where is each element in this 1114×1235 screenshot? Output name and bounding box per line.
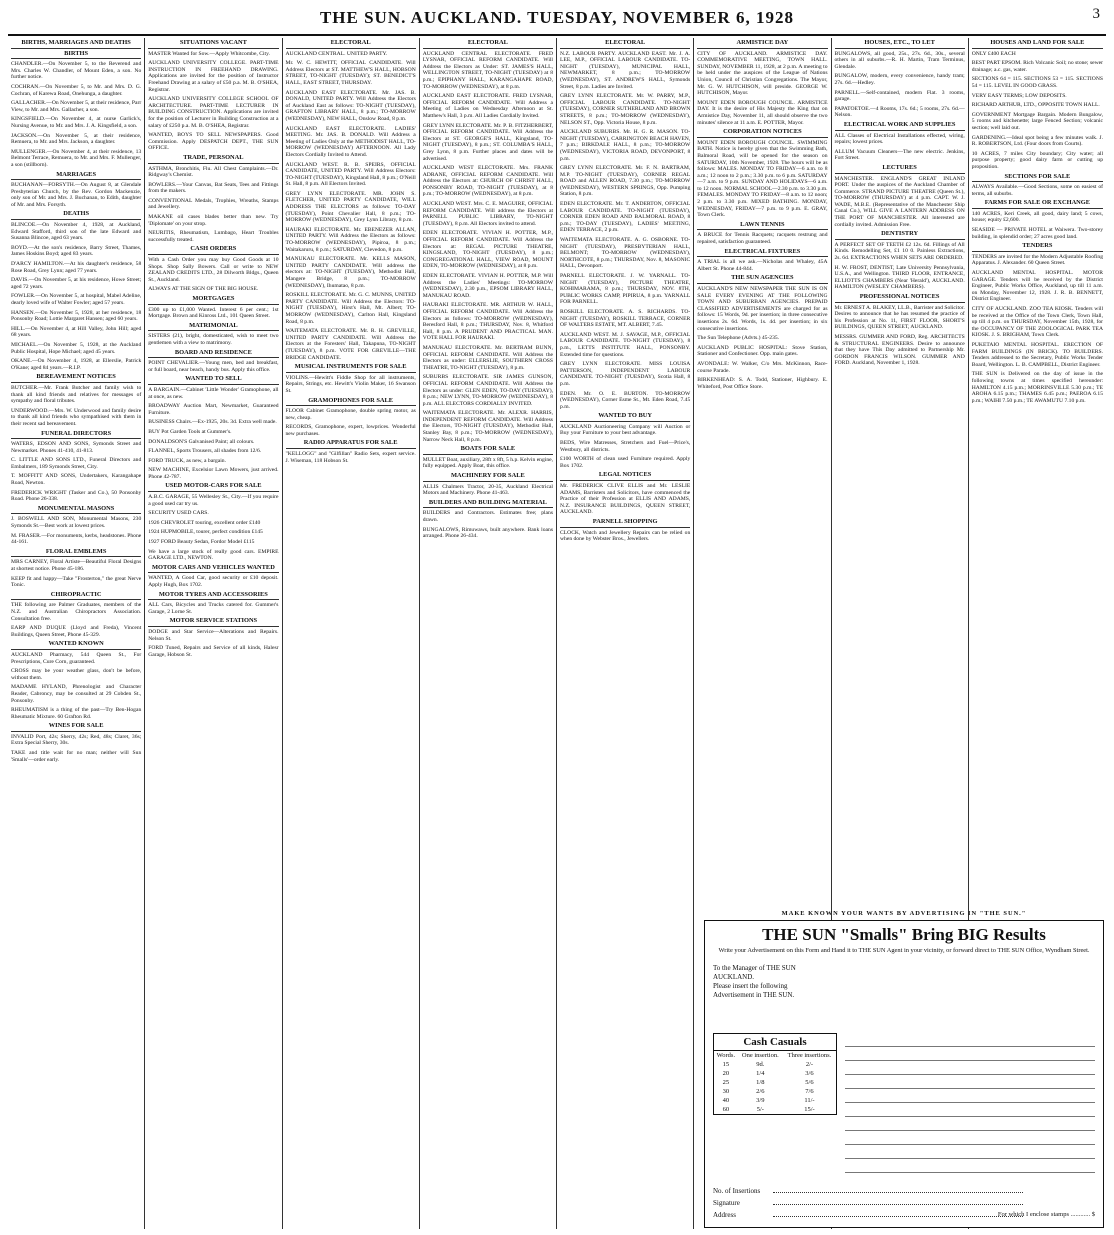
- classified-item: AUCKLAND WEST. R. B. SPEIRS, OFFICIAL CANDIDATE, UNITED PARTY. Will Address Electors: TO-NIGHT (TUESDAY), Kingsland Hall, 8 p.m.; O'Neill St. Hall, 8 p.m. All Electors Invited.: [285, 161, 416, 188]
- column-2: [145, 38, 282, 1229]
- address-label: Address: [713, 1211, 736, 1219]
- classified-item: PAPATOETOE.—4 Rooms, 17s. 6d.; 5 rooms, 27s. 6d.—Nelson.: [834, 105, 965, 119]
- classified-item: GREY LYNN ELECTORATE. MR. JOHN S. FLETCHER, UNITED PARTY CANDIDATE, WILL ADDRESS THE ELECTORS as follows: TO-DAY (TUESDAY), Point Chevalier Hall, 8 p.m.; TO-MORROW (WEDNESDAY), Grey Lynn Library, 8 p.m.: [285, 190, 416, 224]
- classified-item: CROSS may be your weather glass, don't be before, without them.: [11, 668, 142, 681]
- classified-item: MOUNT EDEN BOROUGH COUNCIL. ARMISTICE DAY. It is the desire of His Majesty the King that on Armistice Day, November 11, all should observe the two minutes' silence at 11 a.m. E. POTTER, Mayor.: [697, 99, 828, 126]
- classified-item: INVALID Port, 42s; Sherry, 42s; Red, 48s; Claret, 36s; Extra Special Sherry, 30s.: [11, 733, 142, 747]
- classified-item: DONALDSON'S Galvanised Paint; all colours.: [148, 438, 255, 445]
- classified-item: Mr. FREDERICK CLIVE ELLIS and Mr. LESLIE ADAMS, Barristers and Solicitors, have commenced the Practice of their Profession at ELLIS AND ADAMS, N.Z. INSURANCE BUILDINGS, QUEEN STREET, AUCKLAND.: [560, 483, 691, 516]
- section-heading: MOTOR SERVICE STATIONS: [148, 618, 278, 627]
- section-heading: TENDERS: [972, 243, 1103, 252]
- classified-item: SECURITY USED CARS.: [148, 510, 209, 517]
- classified-item: BOYD.—At the son's residence, Barry Street, Thames, James Hoskins Boyd; aged 83 years.: [11, 244, 142, 258]
- rates-cell: 5/-: [756, 1106, 764, 1113]
- to-line: Please insert the following: [713, 982, 788, 990]
- classified-item: SEASIDE — PRIVATE HOTEL at Waiwera. Two-storey building, in splendid order; 27 acres good land.: [971, 227, 1103, 240]
- classified-item: MOUNT EDEN BOROUGH COUNCIL. SWIMMING BATH. Notice is hereby given that the Swimming Bath, Balmoral Road, will be opened for the season on SATURDAY, 10th November, 1928. The hours will be as follows: MALES. MONDAY TO FRIDAY—6 a.m. to 8 a.m.; 12 noon to 2 p.m.; 3.30 p.m. to 6 p.m. SATURDAY—7 a.m. to 9 p.m. SUNDAY AND HOLIDAYS—6 a.m. to 12 noon. NORMAL SCHOOL—2.30 p.m. to 3.30 p.m. FEMALES. MONDAY TO FRIDAY—8 a.m. to 12 noon; 2 p.m. to 3.30 p.m. MIXED BATHING. MONDAY, WEDNESDAY, FRIDAY—7 p.m. to 9 p.m. E. GRAY, Town Clerk.: [697, 139, 828, 219]
- classified-item: 1927 FORD Beauty Sedan, Fordor Model £115: [148, 539, 255, 546]
- smalls-banner: MAKE KNOWN YOUR WANTS BY ADVERTISING IN "THE SUN.": [781, 910, 1027, 917]
- classified-item: VIOLINS.—Hewitt's Fiddle Shop for all instruments, Repairs, Strings, etc. Hewitt's Violin Maker, 16 Swanson St.: [285, 374, 416, 394]
- classified-item: POINT CHEVALIER.—Young men, bed and breakfast, or full board, near beach, handy bus. Apply this office.: [148, 360, 279, 373]
- classified-item: EDEN ELECTORATE. Mr. T. ANDERTON, OFFICIAL LABOUR CANDIDATE. TO-NIGHT (TUESDAY), CORNER EDEN ROAD AND BALMORAL ROAD, 8 p.m.; TO-DAY (TUESDAY), LADIES' MEETING, EDEN TERRACE, 2 p.m.: [560, 201, 691, 234]
- classified-item: ALL Classes of Electrical Installations effected, wiring, repairs; lowest prices.: [834, 132, 965, 146]
- address-field[interactable]: [773, 1216, 1023, 1217]
- page-number: 3: [1092, 6, 1100, 22]
- classified-item: MANCHESTER. ENGLAND'S GREAT INLAND PORT. Under the auspices of the Auckland Chamber of Commerce. STRAND PICTURE THEATRE (Queen St.), TO-MORROW (THURSDAY) at 4 p.m. CAPT. W. J. WADE, M.B.E. (Representative of the Manchester Ship Canal Co.), WILL GIVE A LANTERN ADDRESS ON THE PORT OF MANCHESTER. All interested are cordially invited. Admission Free.: [834, 175, 965, 228]
- section-heading: THE SUN AGENCIES: [697, 275, 827, 284]
- section-heading: WANTED KNOWN: [11, 641, 141, 650]
- rates-row: [714, 1060, 836, 1069]
- classified-item: GREY LYNN ELECTORATE. Mr. F. N. BARTRAM, M.P. TO-NIGHT (TUESDAY), CORNER REGAL ROAD and ALLEN ROAD, 7.30 p.m.; TO-MORROW (WEDNESDAY), WESTERN SPRINGS, Opp. Pumping Station, 8 p.m.: [560, 165, 691, 198]
- classified-item: NEURITIS, Rheumatism, Lumbago, Heart Troubles successfully treated.: [148, 230, 279, 243]
- classified-item: MRS CARNEY, Floral Artiste—Beautiful Floral Designs at shortest notice. Phone 45-186.: [11, 559, 142, 572]
- classified-item: We have a large stock of really good cars. EMPIRE GARAGE LTD., NEWTON.: [148, 548, 279, 562]
- rates-cell: 1/4: [756, 1070, 765, 1077]
- section-heading: MOTOR TYRES AND ACCESSORIES: [148, 592, 278, 601]
- rates-row: [714, 1069, 836, 1078]
- classified-item: Mr. ERNEST A. BLAKEY, LL.B., Barrister and Solicitor. Desires to announce that he has resumed the practice of his Profession at No. 11, FIRST FLOOR, SHORT'S BUILDINGS, QUEEN STREET, AUCKLAND.: [834, 304, 965, 331]
- classified-item: A BARGAIN.—Cabinet 'Little Wonder' Gramophone, all at once, as new.: [148, 386, 279, 400]
- classified-item: DODGE and Star Service—Alterations and Repairs. Nelson St.: [148, 628, 279, 642]
- classified-item: AUCKLAND SUBURBS. Mr. H. G. R. MASON. TO-NIGHT (TUESDAY), CARRINGTON BEACH HAVEN, 7 p.m.; BIRKDALE HALL, 8 p.m.; TO-MORROW (WEDNESDAY), VICTORIA ROAD, DEVONPORT, 8 p.m.: [560, 129, 691, 162]
- section-heading: LECTURES: [835, 165, 965, 174]
- classified-item: AUCKLAND EAST ELECTORATE. FRED LYSNAR, OFFICIAL REFORM CANDIDATE. Will Address a Meeting of Ladies on Wednesday Afternoon at St. Matthew's Hall, 3 p.m. All Ladies Cordially Invited.: [422, 93, 553, 119]
- classified-item: ASTHMA, Bronchitis, Flu. All Chest Complaints.—Dr. Ridgway's Chemist.: [148, 165, 279, 179]
- classified-item: SUBURBS ELECTORATE. SIR JAMES GUNSON, OFFICIAL REFORM CANDIDATE. Will Address the Electors as under: GLEN EDEN, TO-DAY (TUESDAY), 8 p.m.; NEW LYNN, TO-MORROW (WEDNESDAY), 8 p.m. ALL ELECTORS CORDIALLY INVITED.: [422, 374, 553, 407]
- classified-item: A.B.C. GARAGE, 55 Wellesley St., City.—If you require a good used car try us.: [148, 494, 279, 507]
- classified-item: EARP AND DUQUE (Lloyd and Freda), Vincent Buildings, Queen Street, Phone 45-329.: [11, 625, 142, 638]
- section-heading: BIRTHS: [11, 51, 141, 60]
- section-heading: ELECTRICAL WORK AND SUPPLIES: [835, 122, 965, 131]
- signature-label: Signature: [713, 1199, 740, 1207]
- section-heading: SECTIONS FOR SALE: [972, 174, 1103, 183]
- classified-item: MICHAEL.—On November 5, 1928, at the Auckland Public Hospital, Hope Michael; aged 45 years.: [11, 341, 142, 355]
- rates-cell: 30: [722, 1088, 730, 1095]
- classified-item: FORD TRUCK, as new, a bargain.: [148, 457, 226, 464]
- classified-item: ALWAYS AT THE SIGN OF THE BIG HOUSE.: [148, 286, 259, 293]
- section-heading: MACHINERY FOR SALE: [423, 473, 553, 482]
- classified-item: CLOCK, Watch and Jewellery Repairs can be relied on when done by Webster Bros., Jewellers.: [560, 529, 691, 543]
- column-5: [557, 38, 694, 1229]
- classified-item: T. MOFFITT AND SONS, Undertakers, Karangahape Road, Newton.: [11, 473, 142, 487]
- classified-item: A TRIAL is all we ask.—Nicholas and Whaley, 45A Albert St. Phone 44-844.: [697, 259, 828, 272]
- classified-item: AUCKLAND CENTRAL. UNITED PARTY.: [285, 50, 388, 57]
- smalls-form: [704, 920, 1104, 1228]
- classified-item: BUNGALOW, modern, every convenience, handy tram; 27s. 6d.—Hedley.: [834, 73, 965, 86]
- cash-casuals-box: [713, 1033, 837, 1115]
- section-heading: MUSICAL INSTRUMENTS FOR SALE: [286, 364, 416, 373]
- section-heading: ELECTORAL: [560, 40, 690, 49]
- classified-item: FREDERICK WRIGHT (Tasker and Co.), 50 Ponsonby Road. Phone 26-338.: [11, 489, 142, 503]
- rates-cell: 1/8: [756, 1079, 765, 1086]
- to-line: AUCKLAND.: [713, 973, 755, 981]
- section-heading: PROFESSIONAL NOTICES: [835, 294, 965, 303]
- classified-item: COCHRAN.—On November 5, to Mr. and Mrs. D. G. Cochran, of Karewa Road, Onehunga, a daughter.: [11, 83, 142, 97]
- insertions-label: No. of Insertions: [713, 1187, 761, 1195]
- classified-item: "KELLOGG" and "Gilfillan" Radio Sets, expert service. J. Wiseman, 118 Hobson St.: [285, 451, 416, 464]
- section-heading: HOUSES AND LAND FOR SALE: [972, 40, 1103, 49]
- section-heading: BIRTHS, MARRIAGES AND DEATHS: [11, 40, 141, 49]
- classified-item: DAVIS.—On November 5, at his residence, Howe Street; aged 72 years.: [11, 277, 142, 290]
- classified-item: GALLACHER.—On November 5, at their residence, Parr View, to Mr. and Mrs. Gallacher, a son.: [11, 100, 142, 113]
- classified-item: NEW MACHINE, Excelsior Lawn Mowers, just arrived. Phone 42-787.: [148, 467, 279, 480]
- section-heading: FUNERAL DIRECTORS: [11, 431, 141, 440]
- classified-item: Mr. W. C. HEWITT, OFFICIAL CANDIDATE. Will Address Electors at ST. MATTHEW'S HALL, HOBSON STREET, TO-NIGHT (TUESDAY); ST. BENEDICT'S HALL, EAST STREET, THURSDAY.: [285, 60, 416, 86]
- classified-item: BROADWAY Auction Mart, Newmarket, Guaranteed Furniture.: [148, 403, 279, 416]
- signature-field[interactable]: [773, 1204, 1023, 1205]
- masthead: [0, 0, 1114, 34]
- classified-item: BUCHANAN—FORSYTH.—On August 8, at Glendale Presbyterian Church, by the Rev. Gordon Mackenzie, only son of Mr. and Mrs. J. Buchanan, to Edith, daughter of Mr. and Mrs. Forsyth.: [11, 182, 142, 208]
- classified-item: BEDS, Wire Matresses, Stretchers and Fuel—Price's, Westbury, all districts.: [560, 440, 691, 453]
- rates-header: Three insertions.: [787, 1052, 832, 1059]
- classified-item: 1926 CHEVROLET touring, excellent order £140: [148, 519, 261, 526]
- classified-item: AUCKLAND WEST. M. J. SAVAGE, M.P., OFFICIAL LABOUR CANDIDATE. TO-NIGHT (TUESDAY), 8 p.m., LETTS INSTITUTE HALL, PONSONBY. Extended time for questions.: [560, 331, 691, 358]
- classified-item: GREY LYNN ELECTORATE. Mr. W. PARRY, M.P., OFFICIAL LABOUR CANDIDATE. TO-NIGHT (TUESDAY), CORNER SUTHERLAND AND BROWN STREETS, 8 p.m.; TO-MORROW (WEDNESDAY), NELSON ST., Opp. Victoria House, 8 p.m.: [560, 93, 691, 126]
- rates-cell: 5/6: [805, 1079, 814, 1086]
- classified-item: N.Z. LABOUR PARTY. AUCKLAND EAST. Mr. J. A. LEE, M.P., OFFICIAL LABOUR CANDIDATE. TO-NIGHT (TUESDAY), MUNICIPAL HALL, NEWMARKET, 8 p.m.; TO-MORROW (WEDNESDAY), ST. ANDREW'S HALL, Symonds Street, 8 p.m. Ladies are Invited.: [560, 50, 691, 90]
- to-line: Advertisement in THE SUN.: [713, 991, 795, 999]
- section-heading: GRAMOPHONES FOR SALE: [286, 398, 416, 407]
- classified-item: TAKE and title wait for no man; neither will Sun 'Smalls'—order early.: [11, 750, 142, 763]
- classified-item: FLOOR Cabinet Gramophone, double spring motor, as new, cheap.: [285, 408, 416, 421]
- classified-item: MASTER Wanted for Sow.—Apply Whitcombe, City.: [148, 50, 270, 57]
- form-footer: [713, 1185, 1095, 1221]
- rates-cell: 7/6: [805, 1088, 814, 1095]
- section-heading: ELECTRICAL FIXTURES: [697, 249, 827, 258]
- classified-item: HILL.—On November 4, at Hill Valley, John Hill; aged 68 years.: [11, 325, 142, 339]
- section-heading: WANTED TO SELL: [148, 376, 278, 385]
- classified-item: With a Cash Order you may buy Good Goods at 10 Shops. Shop Sally Bowers. Call or write to NEW ZEALAND CREDITS LTD., 28 Dilworth Bldgs., Queen St., Auckland.: [148, 257, 279, 283]
- classified-item: MULLENGER.—On November 4, at their residence, 13 Belmont Terrace, Remuera, to Mr. and Mrs. F. Mullenger, a son (stillborn).: [11, 148, 142, 168]
- classified-item: UNDERWOOD.—Mrs. W. Underwood and family desire to thank all kind friends who sympathised with them in their recent sad bereavement.: [11, 407, 142, 427]
- classified-item: GREY LYNN ELECTORATE. Mr. P. B. FITZHERBERT, OFFICIAL REFORM CANDIDATE. Will Address the Electors at ST. GEORGE'S HALL, Kingsland, TO-NIGHT (TUESDAY), 8 p.m.; ST. COLUMBA'S HALL, Grey Lynn, 8 p.m. Further places and dates will be advertised.: [422, 122, 553, 162]
- rates-header: One insertion.: [741, 1052, 779, 1059]
- section-heading: DENTISTRY: [835, 231, 965, 240]
- rates-cell: 15/-: [804, 1106, 815, 1113]
- section-heading: FLORAL EMBLEMS: [11, 549, 141, 558]
- rates-cell: 3/9: [756, 1097, 765, 1104]
- classified-item: EDEN. Mr. O. E. BURTON. TO-MORROW (WEDNESDAY), Corner Esme St., Mt. Eden Road, 7.45 p.m.: [560, 390, 691, 410]
- rates-cell: 2/6: [756, 1088, 765, 1095]
- column-1: [8, 38, 145, 1229]
- section-heading: LEGAL NOTICES: [560, 472, 690, 481]
- classified-item: GREY LYNN ELECTORATE. MISS LOUISA PATTERSON, INDEPENDENT LABOUR CANDIDATE. TO-NIGHT (TUESDAY), Scotia Hall, 8 p.m.: [560, 361, 691, 387]
- rates-cell: 15: [722, 1061, 730, 1068]
- classified-item: MADAME HYLAND, Phrenologist and Character Reader, Cabroncy, may be consulted at 29 Cobden St., Ponsonby.: [11, 684, 142, 704]
- section-heading: DEATHS: [11, 211, 141, 220]
- classified-item: AUCKLAND PUBLIC HOSPITAL: Stove Station, Stationer and Confectioner. Opp. main gates.: [697, 344, 828, 358]
- rates-cell: 40: [722, 1097, 730, 1104]
- section-heading: RADIO APPARATUS FOR SALE: [286, 440, 416, 449]
- classified-item: KEEP fit and happy—Take "Frosterton," the great Nerve Tonic.: [11, 575, 142, 589]
- section-heading: BOARD AND RESIDENCE: [148, 350, 278, 359]
- classified-item: ROSKILL ELECTORATE. Mr. G. C. MUNNS, UNITED PARTY CANDIDATE. Will Address the Electors: TO-NIGHT (TUESDAY), Hirst's Hall, Mt. Albert; TO-MORROW (WEDNESDAY), Carlton Hall, Kingsland Road, 8 p.m.: [285, 292, 416, 325]
- classified-item: MULLET Boat, auxiliary, 28ft x 8ft, 5 h.p. Kelvin engine, fully equipped. Apply Boat, this office.: [422, 456, 553, 470]
- classified-item: CITY OF AUCKLAND. ZOO TEA KIOSK. Tenders will be received at the Office of the Town Clerk, Town Hall, up till 4 p.m. on THURSDAY, November 15th, 1928, for the OCCUPANCY OF THE ZOOLOGICAL PARK TEA KIOSK. J. S. BRIGHAM, Town Clerk.: [971, 306, 1103, 339]
- section-heading: TRADE, PERSONAL: [148, 155, 278, 164]
- classified-item: CHANDLER.—On November 5, to the Reverend and Mrs. Charles W. Chandler, of Mount Eden, a son. No further notice.: [11, 61, 142, 81]
- classified-item: The Sun Telephone (Advts.) 45-235.: [697, 335, 780, 342]
- section-heading: BUILDERS AND BUILDING MATERIAL: [423, 500, 553, 509]
- classified-item: D'ARCY HAMILTON.—At his daughter's residence, 58 Rose Road, Grey Lynn; aged 77 years.: [11, 261, 142, 274]
- column-3: [283, 38, 420, 1229]
- section-heading: HOUSES, ETC., TO LET: [835, 40, 965, 49]
- section-heading: MATRIMONIAL: [148, 323, 278, 332]
- classified-item: BUILDERS and Contractors. Estimates free; plans drawn.: [422, 510, 553, 523]
- classified-item: HAURAKI ELECTORATE. Mr. EBENEZER ALLAN, UNITED PARTY. Will Address the Electors as follows: TO-MORROW (WEDNESDAY), Pipiroa, 8 p.m.; Waitakaruru, 8 p.m.; SATURDAY, Clevedon, 8 p.m.: [285, 226, 416, 253]
- classified-item: AUCKLAND Auctioneering Company will Auction or Buy your Furniture to your best advantage.: [560, 423, 691, 437]
- classified-item: AVONDALE: W. Walker, C/o Mrs. McKinnon, Race-course Parade.: [697, 360, 828, 374]
- rates-row: [714, 1096, 836, 1105]
- classified-item: ALLUM Vacuum Cleaners—The new electric. Jenkins, Fort Street.: [834, 148, 965, 162]
- classified-item: SECTIONS 64 = 115. SECTIONS 53 = 115. SECTIONS 54 = 115. LEVEL IN GOOD GRASS.: [971, 76, 1103, 89]
- classified-item: PUKETAIO MENTAL HOSPITAL. ERECTION OF FARM BUILDINGS (IN BRICK). TO BUILDERS. Tenders addressed to the Secretary, Public Works Tender Board, Wellington. L. B. CAMPBELL, District Engineer.: [971, 341, 1103, 368]
- classified-item: C. LITTLE AND SONS LTD., Funeral Directors and Embalmers, 189 Symonds Street, City.: [11, 457, 142, 470]
- classified-item: JACKSON.—On November 5, at their residence, Remuera, to Mr. and Mrs. Jackson, a daughter.: [11, 132, 142, 146]
- classified-item: ALLIS Chalmers Tractor, 20-35, Auckland Electrical Motors and Machinery. Phone 41-463.: [422, 483, 553, 497]
- classified-item: AUCKLAND WEST. Mrs. C. E. MAGUIRE, OFFICIAL REFORM CANDIDATE. Will address the Electors at PARNELL PUBLIC LIBRARY, TO-NIGHT (TUESDAY), 8 p.m. All Electors invited to attend.: [422, 201, 553, 227]
- rates-cell: 25: [722, 1079, 730, 1086]
- classified-item: 10 ACRES, 7 miles City boundary; City water; all purpose property; good dairy farm or cutting up proposition.: [971, 150, 1103, 170]
- classified-item: BOWLERS.—Your Canvas, Bat Seats, Tees and Fittings from the makers.: [148, 181, 279, 195]
- rates-cell: 20: [722, 1070, 730, 1077]
- section-heading: ELECTORAL: [286, 40, 416, 49]
- classified-item: EDEN ELECTORATE. VIVIAN H. POTTER, M.P., OFFICIAL REFORM CANDIDATE. Will Address the Electors at: REGAL PICTURE THEATRE, KINGSLAND, TO-NIGHT (TUESDAY), 8 p.m.; CONGREGATIONAL HALL, VIEW ROAD, MOUNT EDEN, TO-MORROW (WEDNESDAY), at 8 p.m.: [422, 230, 553, 270]
- section-heading: MARRIAGES: [11, 172, 141, 181]
- section-heading: WANTED TO BUY: [560, 413, 690, 422]
- classified-item: THE following are Palmer Graduates, members of the N.Z. and Australian Chiropractors Association. Consultation free.: [11, 602, 142, 622]
- section-heading: BOATS FOR SALE: [423, 446, 553, 455]
- rates-row: [714, 1105, 836, 1114]
- classified-item: ALWAYS Available.—Good Sections, some on easiest of terms, all suburbs.: [971, 184, 1103, 197]
- classified-item: RECORDS, Gramophone, expert, lowprices. Wonderful new purchases.: [285, 424, 416, 437]
- classified-item: FLANNEL, Sports Trousers, all shades from 12/6.: [148, 448, 262, 455]
- classified-item: PARNELL.—Self-contained, modern Flat. 3 rooms, garage.: [834, 89, 965, 103]
- insertions-field[interactable]: [773, 1192, 1023, 1193]
- classified-item: OKANE.—On November 4, 1928, at Ellerslie, Patrick O'Kane; aged 84 years.—R.I.P.: [11, 358, 142, 371]
- section-heading: FARMS FOR SALE OR EXCHANGE: [972, 200, 1103, 209]
- classified-item: WANTED, A Good Car, good security or £10 deposit. Apply Hugh, Box 1702.: [148, 575, 279, 588]
- classified-item: WATERS, EDSON AND SONS, Symonds Street and Newmarket. Phones 41-410, 41-813.: [11, 441, 142, 454]
- classified-item: GOVERNMENT Mortgage Bargain. Modern Bungalow, 5 rooms and kitchenette; large Fenced Section; volcanic section; well laid out.: [971, 111, 1103, 131]
- classified-item: SISTERS (21), bright, domesticated, wish to meet two gentlemen with a view to matrimony.: [148, 333, 279, 346]
- classified-item: BLINCOE.—On November 4, 1928, at Auckland, Edward Stafford, third son of the late Edward and Susanna Blincoe, aged 63 years.: [11, 222, 142, 242]
- classified-item: WAITEMATA ELECTORATE. Mr. ALEXR. HARRIS, INDEPENDENT REFORM CANDIDATE. Will Address the Electors, TO-NIGHT (TUESDAY), Methodist Hall, Stanley Bay, 8 p.m.; TO-MORROW (WEDNESDAY), Narrow Neck Hall, 8 p.m.: [422, 410, 553, 443]
- section-heading: MORTGAGES: [148, 296, 278, 305]
- rates-row: [714, 1087, 836, 1096]
- classified-item: H. W. FROST, DENTIST, Late University Pennsylvania, U.S.A., and Wellington. THIRD FLOOR, ENTRANCE, ELLIOTTS CHAMBERS (Near 'Herald'), AUCKLAND. HAMILTON (WESLEY CHAMBERS).: [834, 264, 965, 291]
- section-heading: SITUATIONS VACANT: [148, 40, 278, 49]
- classified-item: ALL Cars, Bicycles and Trucks catered for. Gummer's Garage, 2 Lorne St.: [148, 602, 279, 615]
- classified-item: FOWLER.—On November 5, at hospital, Mabel Adeline, dearly loved wife of Walter Fowler; aged 57 years.: [11, 293, 142, 306]
- classified-item: MAKANE oil cases blades better than new. Try 'Diplomate' on your strop.: [148, 214, 279, 227]
- classified-item: EDEN ELECTORATE. VIVIAN H. POTTER, M.P. Will Address the Ladies' Meetings: TO-MORROW (WEDNESDAY), 2.30 p.m., EPSOM LIBRARY HALL, MANUKAU ROAD.: [422, 273, 553, 299]
- section-heading: ELECTORAL: [423, 40, 553, 49]
- classified-item: BUTCHER.—Mr. Frank Butcher and family wish to thank all kind friends and relatives for messages of sympathy and floral tributes.: [11, 384, 142, 405]
- classified-item: AUCKLAND UNIVERSITY COLLEGE SCHOOL OF ARCHITECTURE. PART-TIME LECTURER IN BUILDING CONSTRUCTION. Applications are invited for the position of Lecturer in Building Construction at a salary of £250 p.a. M. B. O'SHEA, Registrar.: [148, 96, 279, 129]
- section-heading: MOTOR CARS AND VEHICLES WANTED: [148, 565, 278, 574]
- classified-item: J. BOSWELL AND SON, Monumental Masons, 230 Symonds St.—Best work at lowest prices.: [11, 516, 142, 530]
- classified-item: THE SUN is Delivered on the day of issue in the following towns at times specified hereunder: HAMILTON 4.15 p.m.; MORRINSVILLE 5.30 p.m.; TE AROHA 6.15 p.m.; THAMES 6.45 p.m.; PAEROA 6.15 p.m.; WAIHI 7.50 p.m.; TE AWAMUTU 7.10 p.m.: [971, 371, 1103, 404]
- classified-item: BEST PART EPSOM. Rich Volcanic Soil; no stone; sewer drainage; a.c. gas, water.: [971, 60, 1103, 73]
- classified-item: VERY EASY TERMS; LOW DEPOSITS.: [971, 92, 1067, 99]
- classified-item: AUCKLAND CENTRAL ELECTORATE. FRED LYSNAR, OFFICIAL REFORM CANDIDATE. Will Address the Electors as Under: ST. JAMES'S HALL, WELLINGTON STREET, TO-NIGHT (TUESDAY) at 8 p.m.; EPIPHANY HALL, KARANGAHAPE ROAD, TO-MORROW (WEDNESDAY), at 8 p.m.: [422, 50, 553, 90]
- enclose-note: For which I enclose stamps ............ $: [997, 1211, 1095, 1218]
- rates-cell: 2/-: [805, 1061, 814, 1068]
- classified-item: KINGSFIELD.—On November 4, at nurse Garlick's, Nursing Avenue, to Mr. and Mrs. J. A. Kingsfield, a son.: [11, 116, 142, 129]
- classified-item: ONLY £400 EACH: [971, 50, 1016, 57]
- classified-item: WANTED, BOYS TO SELL NEWSPAPERS. Good Commission. Apply DESPATCH DEPT., THE SUN OFFICE.: [148, 132, 279, 152]
- smalls-to: [713, 964, 1095, 1000]
- masthead-rule: [8, 34, 1106, 36]
- column-4: [420, 38, 557, 1229]
- classified-item: AUCKLAND MENTAL HOSPITAL. MOTOR GARAGE. Tenders will be received by the District Engineer, Public Works Office, Auckland, up till 11 a.m. on Monday, November 12, 1928. J. R. B. BENNETT, District Engineer.: [971, 270, 1103, 303]
- classified-item: AUCKLAND'S NEW NEWSPAPER THE SUN IS ON SALE EVERY EVENING AT THE FOLLOWING TOWN AND SUBURBAN AGENCIES. PREPAID CLASSIFIED ADVERTISEMENTS are charged for as follows: 15 Words, 9d. per insertion; in three consecutive insertions 2s. 6d. Words, 1s. 4d. per insertion; in six consecutive insertions.: [697, 286, 828, 332]
- rates-cell: 3/6: [805, 1070, 814, 1077]
- section-heading: MONUMENTAL MASONS: [11, 506, 141, 515]
- section-heading: CHIROPRACTIC: [11, 592, 141, 601]
- classified-item: CITY OF AUCKLAND. ARMISTICE DAY. COMMEMORATIVE MEETING, TOWN HALL. SUNDAY, NOVEMBER 11, 1928, at 2 p.m. A meeting to be held under the auspices of the League of Nations Union, Council of Christian Congregations. The Mayor, Mr. G. W. HUTCHISON, will preside. GEORGE W. HUTCHISON, Mayor.: [697, 50, 828, 97]
- section-heading: PARNELL SHOPPING: [560, 519, 690, 528]
- classified-item: 1924 HUPMOBILE, tourer, perfect condition £145: [148, 529, 263, 536]
- classified-item: CONVENTIONAL Medals, Trophies, Wreaths, Stamps and Jewellery.: [148, 197, 279, 211]
- rates-cell: 11/-: [804, 1097, 815, 1104]
- cash-casuals-title: Cash Casuals: [714, 1034, 836, 1051]
- section-heading: CORPORATION NOTICES: [697, 129, 827, 138]
- classified-item: M. FRASER.—For monuments, kerbs, headstones. Phone 44-161.: [11, 532, 142, 546]
- smalls-note: Write your Advertisement on this Form and Hand it to THE SUN Agent in your vicinity, or forward direct to THE SUN Office, Wyndham Street.: [718, 947, 1090, 954]
- classified-item: BUNGALOWS, all good, 25s., 27s. 6d., 30s., several others in all suburbs.—R. H. Martin, Tram Terminus, Glendale.: [834, 50, 965, 70]
- classified-item: 140 ACRES, Keri Creek, all good, dairy land; 5 cows, house; equity £2,600.: [971, 210, 1103, 224]
- classified-item: WAITEMATA ELECTORATE. A. G. OSBORNE. TO-NIGHT (TUESDAY), PRESBYTERIAN HALL, BELMONT; TO-MORROW (WEDNESDAY), NORTHCOTE, 8 p.m.; THURSDAY, Nov. 8, MASONIC HALL, Devonport.: [560, 237, 691, 270]
- smalls-headline: THE SUN "Smalls" Bring BIG Results: [762, 925, 1046, 944]
- classified-item: BUSINESS Chairs.—Ex-1925, 20s. 3d. Extra well made.: [148, 419, 277, 426]
- classified-item: HANSEN.—On November 5, 1928, at her residence, 18 Ponsonby Road; Lottie Margaret Hansen; aged 60 years.: [11, 309, 142, 323]
- classified-item: ROSKILL ELECTORATE. A. S. RICHARDS. TO-NIGHT (TUESDAY), ROSKILL TERRACE, CORNER OF WALTERS ESTATE, MT. ALBERT, 7.45.: [560, 308, 691, 329]
- classified-item: BUNGALOWS, Rimuwaws, built anywhere. Bank loans arranged. Phone 26-434.: [422, 526, 553, 540]
- classified-item: PARNELL ELECTORATE. J. W. YARNALL. TO-NIGHT (TUESDAY), PICTURE THEATRE, KOHIMARAMA, 8 p.m.; THURSDAY, NOV. 8TH, PUBLIC WORKS CAMP, PIPIRUA, 8 p.m. YARNALL FOR PARNELL.: [560, 273, 691, 306]
- rates-cell: 9d.: [756, 1061, 765, 1068]
- classified-item: FORD Tuned, Repairs and Service of all kinds, Halesr Garage, Hobson St.: [148, 645, 279, 658]
- classified-item: AUCKLAND EAST ELECTORATE. Mr. JAS. B. DONALD, UNITED PARTY. Will Address the Electors of Auckland East as follows: TO-NIGHT (TUESDAY), GRAFTON LIBRARY HALL, 8 p.m.; TO-MORROW (WEDNESDAY), NEW HALL, Onslow Road, 8 p.m.: [285, 89, 416, 122]
- classified-item: MANUKAU ELECTORATE. Mr. KELLS MASON, UNITED PARTY CANDIDATE. Will address the electors at: TO-NIGHT (TUESDAY), Methodist Hall, Mangere Bridge, 8 p.m.; TO-MORROW (WEDNESDAY), Ihumatao, 8 p.m.: [285, 256, 416, 289]
- classified-item: A BRUCE for Tennis Racquets; racquets restrung and repaired, satisfaction guaranteed.: [697, 232, 828, 246]
- classified-item: HAURAKI ELECTORATE. MR. ARTHUR W. HALL, OFFICIAL REFORM CANDIDATE. Will Address the Electors as follows: TO-MORROW (WEDNESDAY), Beresford Hall, 8 p.m.; THURSDAY, Nov. 8, Whitford Hall, 8 p.m. A PRUDENT AND PRACTICAL MAN. VOTE HALL FOR HAURAKI.: [422, 302, 553, 342]
- classified-item: TENDERS are invited for the Modern Adjustable Roofing Apparatus. J. Alexander. 60 Queen Street.: [971, 253, 1103, 267]
- classified-item: AUCKLAND UNIVERSITY COLLEGE. PART-TIME INSTRUCTION IN FREEHAND DRAWING. Applications are invited for the position of Instructor Freehand Drawing at a salary of £50 p.a. M. B. O'SHEA, Registrar.: [148, 60, 279, 93]
- classified-item: WAITEMATA ELECTORATE. Mr. R. H. GREVILLE, UNITED PARTY CANDIDATE. Will Address the Electors at the Foresters' Hall, Takapuna, TO-NIGHT (TUESDAY), 8 p.m. VOTE FOR GREVILLE—THE BRIDGE CANDIDATE.: [285, 328, 416, 361]
- section-heading: LAWN TENNIS: [697, 222, 827, 231]
- section-heading: CASH ORDERS: [148, 246, 278, 255]
- classified-item: MESSRS. GUMMER AND FORD, Reg. ARCHITECTS & STRUCTURAL ENGINEERS. Desire to announce that they have This Day admitted to Partnership Mr. GORDON FRANCIS WILSON. GUMMER AND FORD. Auckland, November 1, 1928.: [834, 333, 965, 367]
- rates-table: [714, 1051, 836, 1114]
- classified-item: AUCKLAND EAST ELECTORATE. LADIES' MEETING. Mr. JAS. B. DONALD. Will Address a Meeting of Ladies Only at the METHODIST HALL, TO-MORROW (WEDNESDAY) AFTERNOON. All Lady Electors Cordially Invited to Attend.: [285, 125, 416, 158]
- classified-item: BUY Pot Garden Tools at Gummer's.: [148, 428, 232, 435]
- rates-row: [714, 1078, 836, 1087]
- classified-item: £100 WORTH of clean used Furniture required. Apply Box 1702.: [560, 456, 691, 469]
- section-heading: USED MOTOR-CARS FOR SALE: [148, 483, 278, 492]
- masthead-title: THE SUN. AUCKLAND. TUESDAY, NOVEMBER 6, 1928: [319, 8, 795, 27]
- classified-item: GARDENING.—Ideal spot being a few minutes walk. J. R. ROBERTSON, Ltd. (Four doors from Courts).: [971, 134, 1103, 148]
- classified-item: £300 up to £1,000 Wanted. Interest 6 per cent.; 1st Mortgage. Brown and Kinross Ltd., 101 Queen Street.: [148, 306, 279, 320]
- to-line: To the Manager of THE SUN: [713, 964, 796, 972]
- rates-cell: 60: [722, 1106, 730, 1113]
- classified-item: AUCKLAND WEST ELECTORATE. Mrs. FRANK ADRANE, OFFICIAL REFORM CANDIDATE. Will Address the Electors at: CHURCH OF CHRIST HALL, PONSONBY ROAD, TO-NIGHT (TUESDAY), at 8 p.m.; TO-MORROW (WEDNESDAY), at 8 p.m.: [422, 165, 553, 198]
- classified-item: RHEUMATISM is a thing of the past—Try Ben-Hogan Rheumatic Mixture. 60 Grafton Rd.: [11, 707, 142, 720]
- classified-item: A PERFECT SET OF TEETH £2 12s. 6d. Fillings of All Kinds. Remodelling Set, £1 10 0. Painless Extractions, 2s. 6d. EXTRACTIONS WHEN SETS ARE ORDERED.: [834, 241, 965, 262]
- section-heading: BEREAVEMENT NOTICES: [11, 374, 141, 383]
- section-heading: WINES FOR SALE: [11, 723, 141, 732]
- classified-item: BIRKENHEAD: S. A. Todd, Stationer, Highbury. E. Whiteford, Post Office Store.: [697, 377, 828, 390]
- ad-writing-lines[interactable]: [845, 1033, 1095, 1173]
- classified-item: AUCKLAND Pharmacy, 544 Queen St., For Prescriptions, Cure Corn, guaranteed.: [11, 651, 142, 665]
- section-heading: ARMISTICE DAY: [697, 40, 827, 49]
- rates-header: Words.: [716, 1052, 736, 1059]
- classified-item: RICHARD ARTHUR, LTD., OPPOSITE TOWN HALL.: [971, 102, 1100, 109]
- classified-item: MANUKAU ELECTORATE. Mr. BERTRAM BUNN, OFFICIAL REFORM CANDIDATE. Will Address the Electors as under: ELLERSLIE, SOUTHERN CROSS THEATRE, TO-NIGHT (TUESDAY), 8 p.m.: [422, 344, 553, 371]
